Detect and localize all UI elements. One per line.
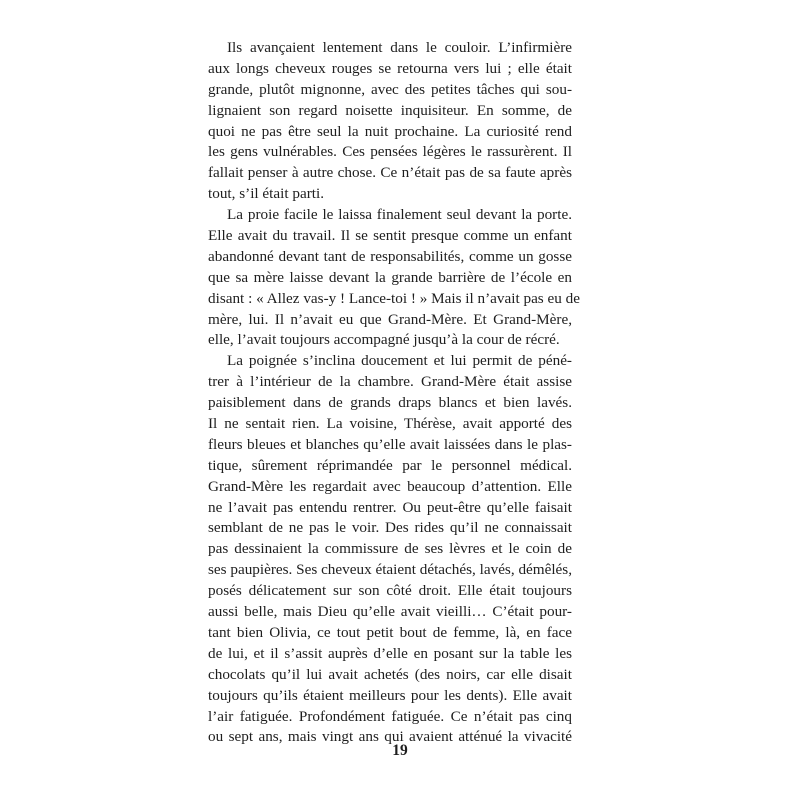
text-line: Elle avait du travail. Il se sentit presque comme un enfant: [208, 227, 572, 245]
text-line: tique, sûrement réprimandée par le personnel médical.: [208, 456, 572, 474]
text-line: ses paupières. Ses cheveux étaient détachés, lavés, démêlés,: [208, 561, 572, 579]
text-line: toujours qu’ils étaient meilleurs pour les dents). Elle avait: [208, 686, 572, 704]
paragraph-1: [208, 38, 572, 205]
text-line: tout, s’il était parti.: [208, 185, 324, 203]
text-line: Il ne sentait rien. La voisine, Thérèse, avait apporté des: [208, 415, 572, 433]
text-line: pas dessinaient la commissure de ses lèvres et le coin de: [208, 540, 572, 558]
text-line: trer à l’intérieur de la chambre. Grand-Mère était assise: [208, 373, 572, 391]
text-line: lignaient son regard noisette inquisiteur. En somme, de: [208, 101, 572, 119]
text-line: l’air fatiguée. Profondément fatiguée. Ce n’était pas cinq: [208, 707, 572, 725]
text-line: disant : « Allez vas-y ! Lance-toi ! » Mais il n’avait pas eu de: [208, 289, 580, 307]
text-line: elle, l’avait toujours accompagné jusqu’à la cour de récré.: [208, 331, 560, 349]
text-line: tant bien Olivia, ce tout petit bout de femme, là, en face: [208, 623, 572, 641]
text-line: fleurs bleues et blanches qu’elle avait laissées dans le plas-: [208, 435, 572, 453]
text-line: Grand-Mère les regardait avec beaucoup d’attention. Elle: [208, 477, 572, 495]
text-line: ou sept ans, mais vingt ans qui avaient atténué la vivacité: [208, 728, 572, 746]
text-line: semblant de ne pas le voir. Des rides qu’il ne connaissait: [208, 519, 572, 537]
text-line: grande, plutôt mignonne, avec des petites tâches qui sou-: [208, 80, 572, 98]
text-line: aux longs cheveux rouges se retourna vers lui ; elle était: [208, 59, 572, 77]
text-line: Ils avançaient lentement dans le couloir. L’infirmière: [227, 39, 572, 56]
text-line: La proie facile le laissa finalement seul devant la porte.: [227, 206, 572, 224]
text-line: chocolats qu’il lui avait achetés (des noirs, car elle disait: [208, 665, 572, 683]
paragraph-3: [208, 351, 572, 748]
body-text: [208, 38, 580, 748]
text-line: ne l’avait pas entendu rentrer. Ou peut-être qu’elle faisait: [208, 498, 572, 516]
paragraph-2: [208, 205, 580, 351]
text-line: quoi ne pas être seul la nuit prochaine. La curiosité rend: [208, 122, 572, 140]
text-line: posés délicatement sur son côté droit. Elle était toujours: [208, 582, 572, 600]
page-number: 19: [392, 742, 408, 759]
text-line: de lui, et il s’assit auprès d’elle en posant sur la table les: [208, 644, 572, 662]
text-line: les gens vulnérables. Ces pensées légères le rassurèrent. Il: [208, 143, 572, 161]
text-line: mère, lui. Il n’avait eu que Grand-Mère. Et Grand-Mère,: [208, 310, 572, 328]
text-line: paisiblement dans de grands draps blancs et bien lavés.: [208, 394, 572, 412]
text-line: abandonné devant tant de responsabilités, comme un gosse: [208, 247, 572, 265]
text-line: que sa mère laisse devant la grande barrière de l’école en: [208, 268, 572, 286]
text-line: aussi belle, mais Dieu qu’elle avait vieilli… C’était pour-: [208, 603, 572, 621]
text-line: La poignée s’inclina doucement et lui permit de péné-: [227, 352, 572, 370]
text-line: fallait penser à autre chose. Ce n’était pas de sa faute après: [208, 164, 572, 182]
